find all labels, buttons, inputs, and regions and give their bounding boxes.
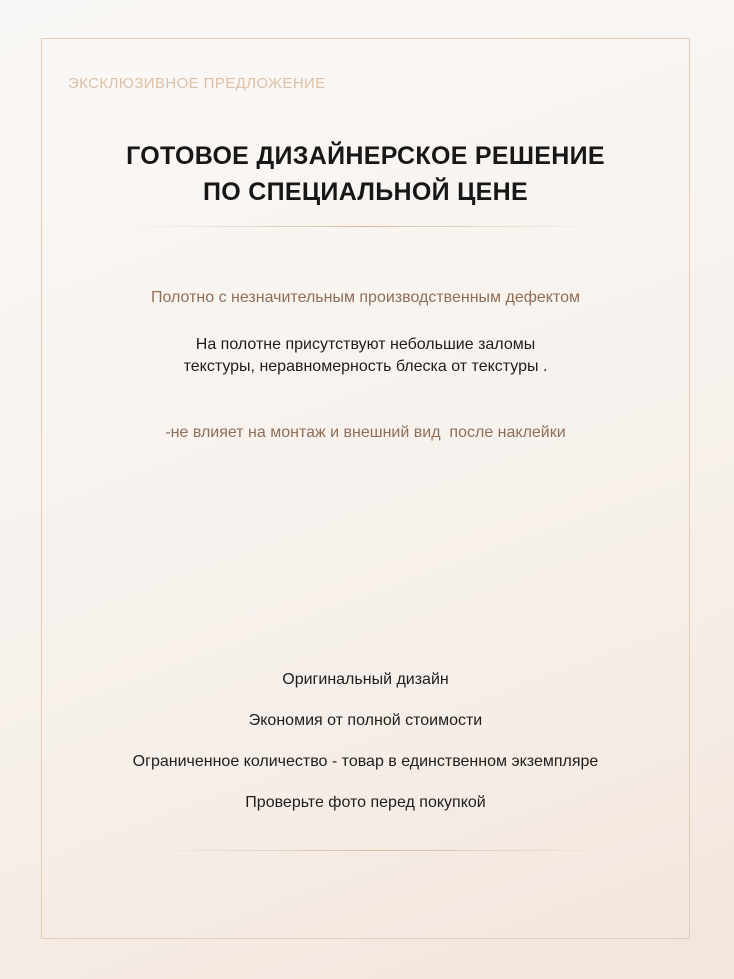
mounting-note: -не влияет на монтаж и внешний вид после наклейки (165, 424, 566, 441)
defect-description (41, 334, 690, 378)
eyebrow-label: ЭКСКЛЮЗИВНОЕ ПРЕДЛОЖЕНИЕ (68, 75, 326, 92)
feature-item-savings: Экономия от полной стоимости (248, 712, 483, 729)
title-line-2: ПО СПЕЦИАЛЬНОЙ ЦЕНЕ (203, 178, 528, 206)
title-line-1: ГОТОВОЕ ДИЗАЙНЕРСКОЕ РЕШЕНИЕ (126, 142, 605, 170)
feature-item-check-photo: Проверьте фото перед покупкой (245, 794, 486, 811)
defect-heading: Полотно с незначительным производственным дефектом (150, 289, 581, 306)
defect-description-line-1: На полотне присутствуют небольшие заломы (195, 336, 536, 353)
defect-description-line-2: текстуры, неравномерность блеска от текстуры . (183, 358, 548, 375)
feature-item-original-design: Оригинальный дизайн (282, 671, 449, 688)
page-title (41, 138, 690, 210)
features-list (41, 669, 690, 833)
top-divider (130, 226, 600, 227)
feature-item-limited-quantity: Ограниченное количество - товар в единственном экземпляре (132, 753, 599, 770)
bottom-divider (150, 850, 610, 851)
